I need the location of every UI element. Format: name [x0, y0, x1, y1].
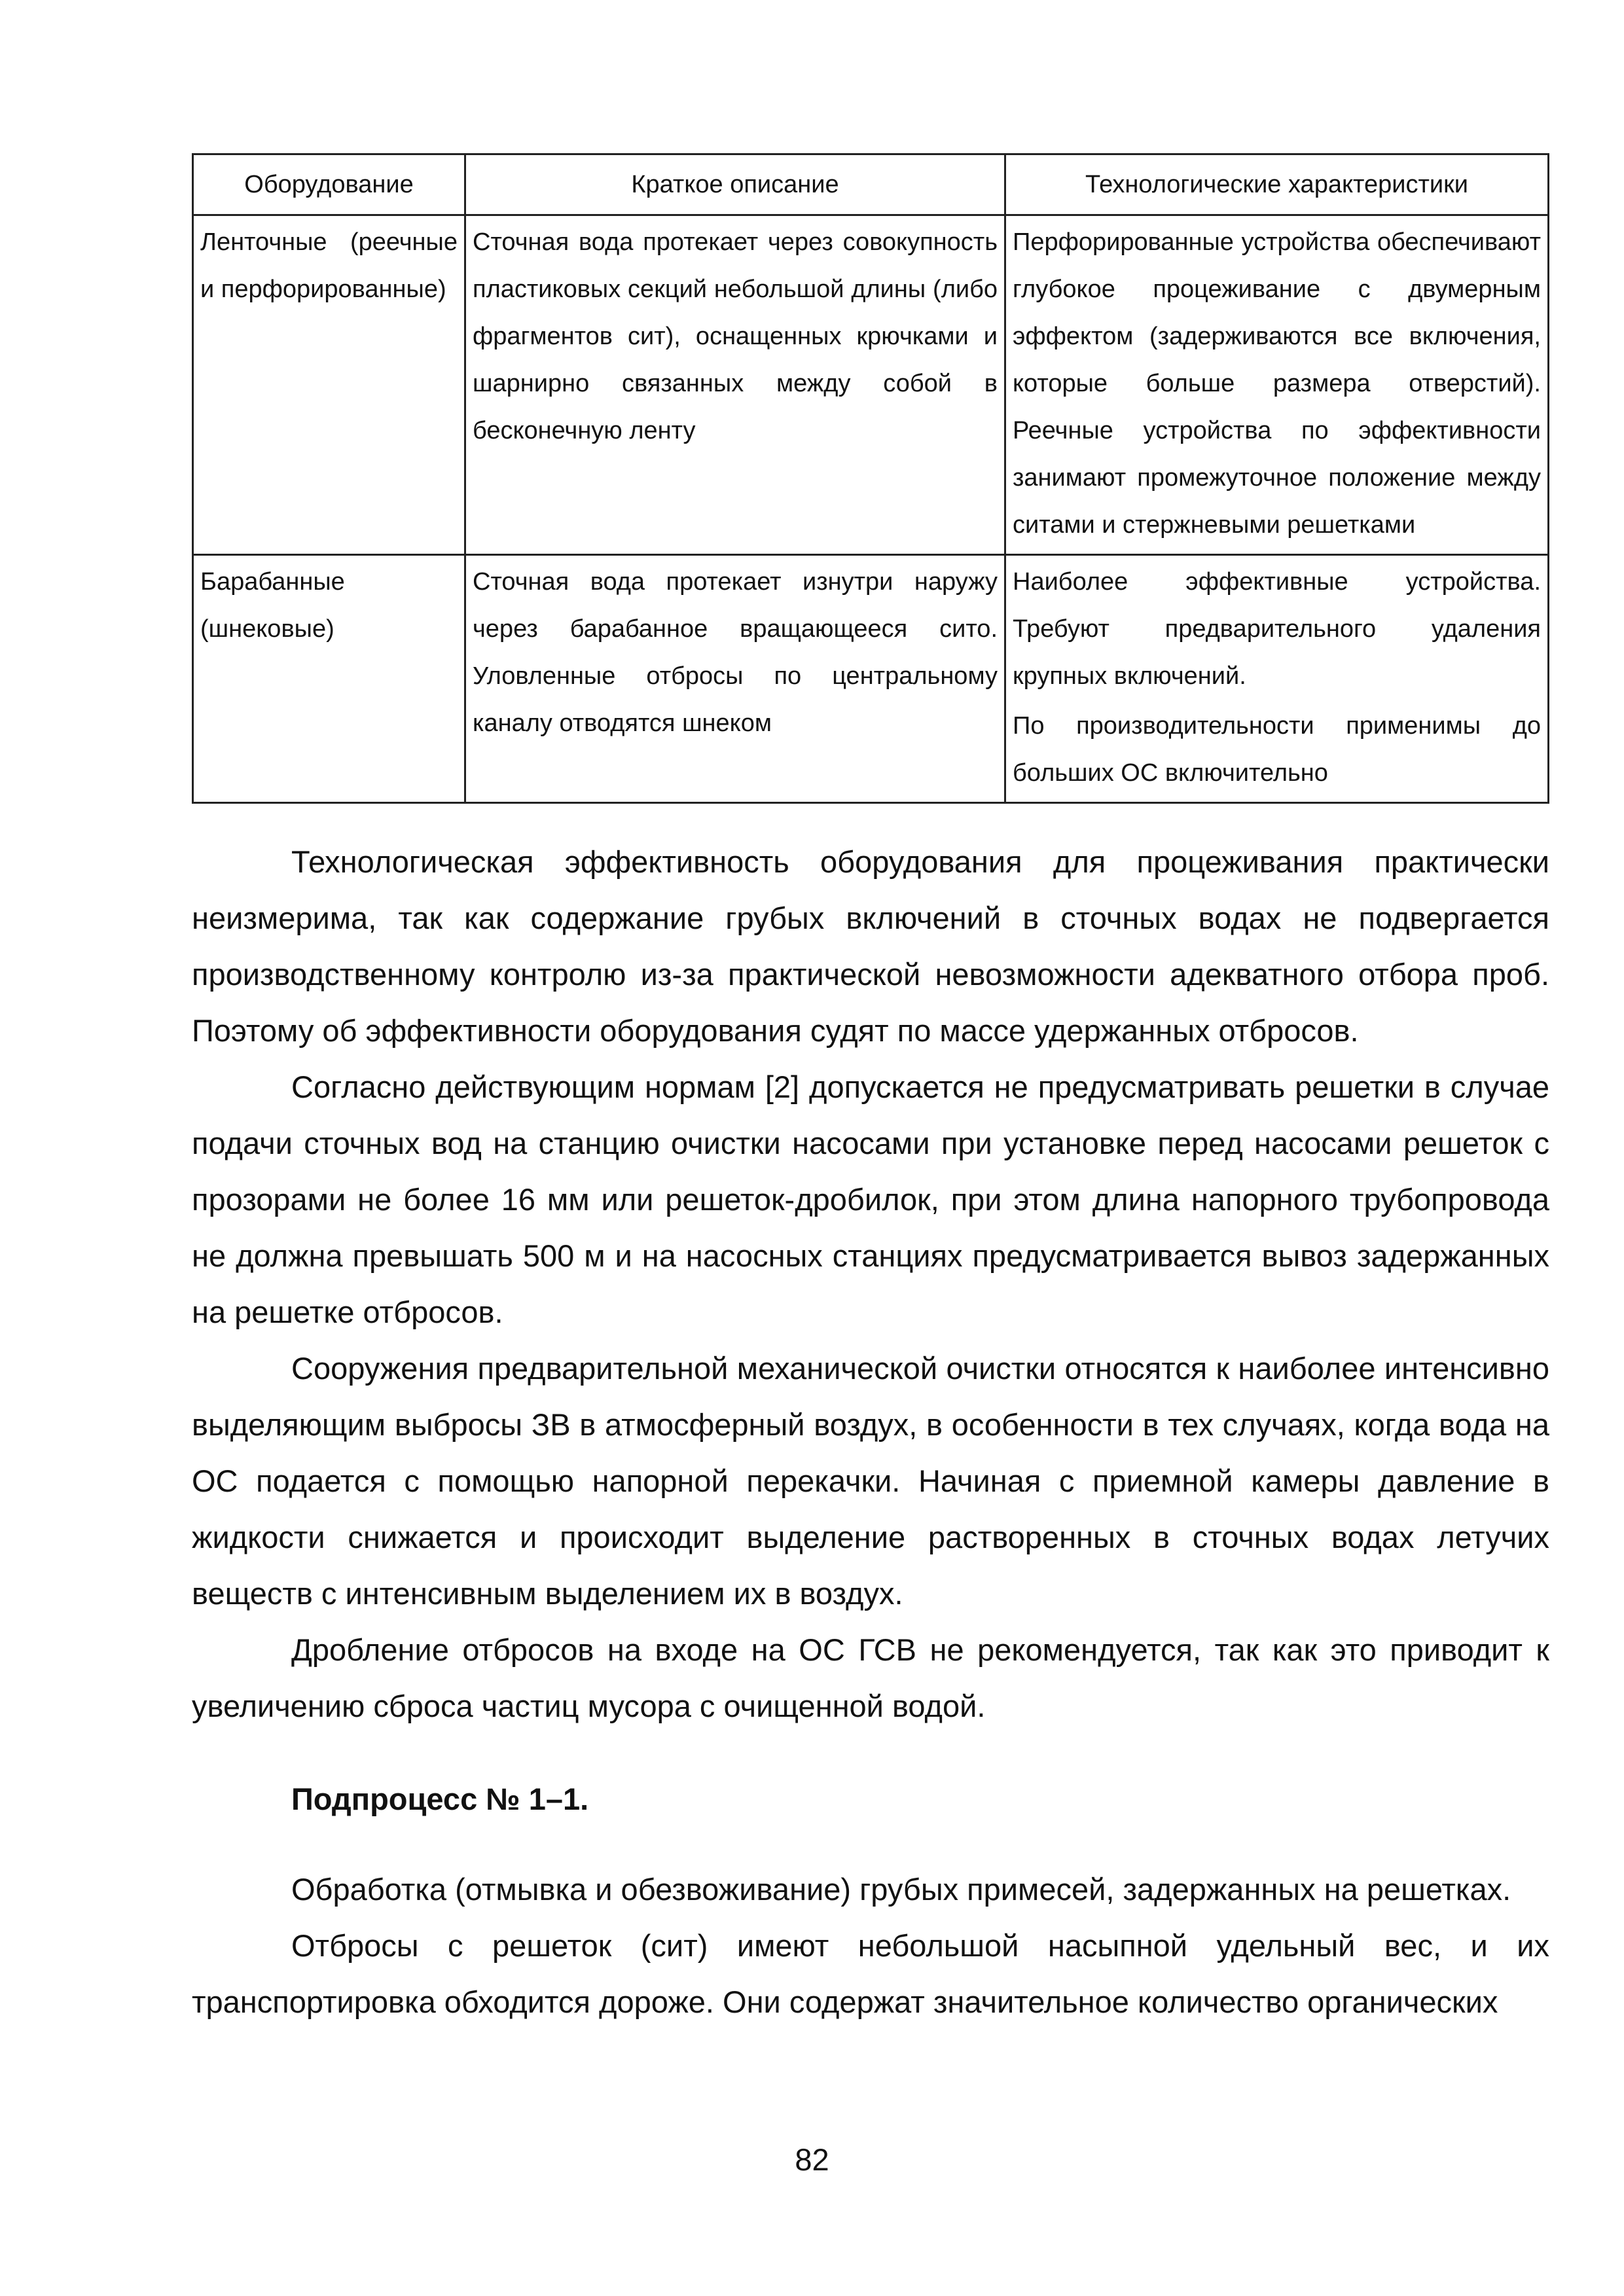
table-cell-characteristics	[1005, 555, 1549, 803]
table-cell-equipment: Барабанные (шнековые)	[193, 555, 465, 803]
section-heading: Подпроцесс № 1–1.	[291, 1782, 589, 1816]
characteristics-text: Перфорированные устройства обеспечивают глубокое процеживание с двумерным эффектом (задерживаются все включения, которые больше размера отверстий). Реечные устройства по эффективности занимают промежуточное положение между ситами и стержневыми решетками	[1013, 228, 1541, 539]
document-page	[192, 153, 1549, 2030]
paragraph: Технологическая эффективность оборудования для процеживания практически неизмерима, так как содержание грубых включений в сточных водах не подвергается производственному контролю из-за практической невозможности адекватного отбора проб. Поэтому об эффективности оборудования судят по массе удержанных отбросов.	[192, 844, 1549, 1048]
characteristics-text: Наиболее эффективные устройства. Требуют предварительного удаления крупных включений.	[1013, 568, 1541, 690]
table-row	[193, 555, 1549, 803]
paragraph: Отбросы с решеток (сит) имеют небольшой насыпной удельный вес, и их транспортировка обходится дороже. Они содержат значительное количество органических	[192, 1928, 1549, 2019]
table-header-cell: Краткое описание	[465, 154, 1005, 215]
table-header-cell: Оборудование	[193, 154, 465, 215]
equipment-table	[192, 153, 1549, 804]
paragraph: Сооружения предварительной механической очистки относятся к наиболее интенсивно выделяющим выбросы ЗВ в атмосферный воздух, в особенности в тех случаях, когда вода на ОС подается с помощью напорной перекачки. Начиная с приемной камеры давление в жидкости снижается и происходит выделение растворенных в сточных водах летучих веществ с интенсивным выделением их в воздух.	[192, 1351, 1549, 1611]
paragraph: Дробление отбросов на входе на ОС ГСВ не рекомендуется, так как это приводит к увеличению сброса частиц мусора с очищенной водой.	[192, 1632, 1549, 1723]
characteristics-text: По производительности применимы до больших ОС включительно	[1013, 712, 1541, 787]
table-header-row	[193, 154, 1549, 215]
table-cell-description: Сточная вода протекает изнутри наружу через барабанное вращающееся сито. Уловленные отбросы по центральному каналу отводятся шнеком	[465, 555, 1005, 803]
page-number: 82	[795, 2142, 829, 2177]
table-cell-characteristics	[1005, 215, 1549, 555]
table-header-cell: Технологические характеристики	[1005, 154, 1549, 215]
body-text-continued	[192, 1861, 1549, 2030]
body-text	[192, 834, 1549, 1734]
table-cell-equipment: Ленточные (реечные и перфорированные)	[193, 215, 465, 555]
paragraph: Обработка (отмывка и обезвоживание) грубых примесей, задержанных на решетках.	[291, 1872, 1511, 1907]
table-row	[193, 215, 1549, 555]
table-cell-description: Сточная вода протекает через совокупность пластиковых секций небольшой длины (либо фрагментов сит), оснащенных крючками и шарнирно связанных между собой в бесконечную ленту	[465, 215, 1005, 555]
paragraph: Согласно действующим нормам [2] допускается не предусматривать решетки в случае подачи сточных вод на станцию очистки насосами при установке перед насосами решеток с прозорами не более 16 мм или решеток-дробилок, при этом длина напорного трубопровода не должна превышать 500 м и на насосных станциях предусматривается вывоз задержанных на решетке отбросов.	[192, 1069, 1549, 1329]
